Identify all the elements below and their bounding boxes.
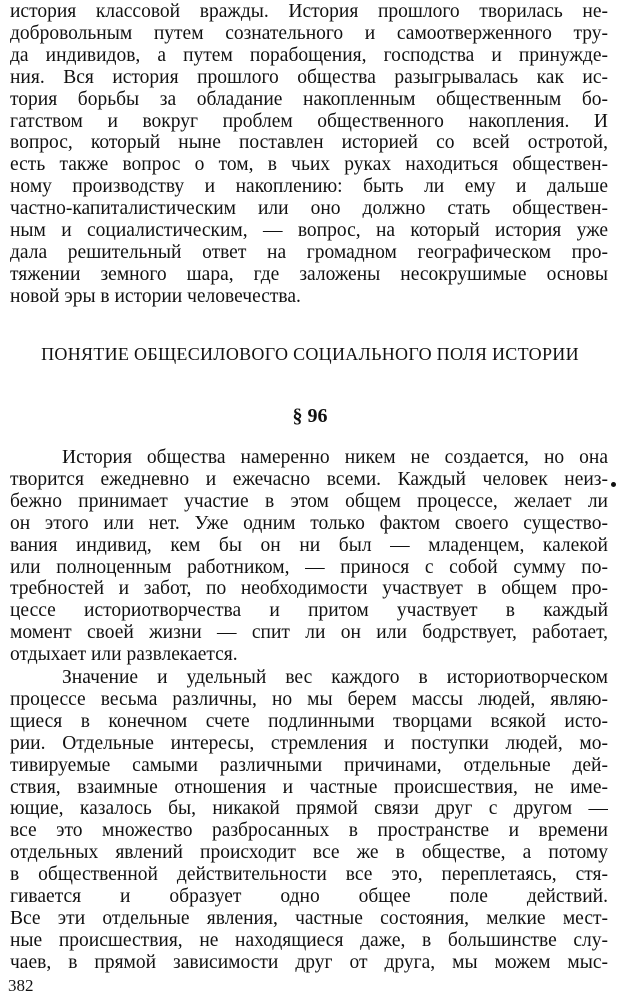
- text-line: в общественной действительности все это, переплетаясь, стя-: [10, 864, 608, 886]
- text-line: Значение и удельный вес каждого в историотворческом: [62, 667, 608, 688]
- text-line: ющие, казалось бы, никакой прямой связи друг с другом —: [10, 798, 608, 820]
- text-line: есть также вопрос о том, в чьих руках находиться обществен-: [10, 154, 608, 176]
- text-line: ния. Вся история прошлого общества разыгрывалась как ис-: [10, 66, 608, 88]
- text-line: бежно принимает участие в этом общем процессе, желает ли: [10, 490, 608, 512]
- text-line: ным и социалистическим, — вопрос, на который история уже: [10, 220, 608, 241]
- text-line: ные происшествия, не находящиеся даже, в большинстве слу-: [10, 929, 608, 951]
- text-line: ному производству и накоплению: быть ли ему и дальше: [10, 176, 608, 198]
- text-line: чаев, в прямой зависимости друг от друга, мы можем мыс-: [10, 951, 608, 973]
- text-line: гатством и вокруг проблем общественного накопления. И: [10, 110, 608, 132]
- text-line: да индивидов, а путем порабощения, господства и принужде-: [10, 44, 608, 66]
- text-line: История общества намеренно никем не создается, но она: [62, 447, 608, 468]
- text-line: Все эти отдельные явления, частные состояния, мелкие мест-: [10, 907, 608, 929]
- text-line: отдельных явлений происходит все же в обществе, а потому: [10, 842, 608, 864]
- text-line: требностей и забот, по необходимости участвует в общем про-: [10, 578, 608, 600]
- text-line: вопрос, который ныне поставлен историей со всей остротой,: [10, 132, 608, 154]
- text-line: тория борьбы за обладание накопленным общественным бо-: [10, 88, 608, 110]
- text-line: ствия, взаимные отношения и частные происшествия, не име-: [10, 776, 608, 798]
- margin-dot: [611, 482, 616, 487]
- text-line: процессе весьма различны, но мы берем массы людей, являю-: [10, 688, 608, 710]
- page-number: 382: [8, 976, 34, 995]
- text-line: творится ежедневно и ежечасно всеми. Каждый человек неиз-: [10, 468, 608, 490]
- text-line: история классовой вражды. История прошлого творилась не-: [10, 1, 608, 22]
- text-line: новой эры в истории человечества.: [10, 285, 301, 307]
- section-number: § 96: [292, 405, 328, 427]
- chapter-heading: ПОНЯТИЕ ОБЩЕСИЛОВОГО СОЦИАЛЬНОГО ПОЛЯ ИСТОРИИ: [41, 344, 579, 364]
- text-line: добровольным путем сознательного и самоотверженного тру-: [10, 22, 608, 44]
- text-line: все это множество разбросанных в пространстве и времени: [10, 820, 608, 842]
- text-line: дала решительный ответ на громадном географическом про-: [10, 241, 608, 263]
- text-line: отдыхает или развлекается.: [10, 644, 238, 666]
- text-line: вания индивид, кем бы он ни был — младенцем, калекой: [10, 534, 608, 556]
- text-line: или полноценным работником, — принося с собой сумму по-: [10, 556, 608, 578]
- text-line: он этого или нет. Уже одним только фактом своего существо-: [10, 512, 608, 534]
- text-line: цессе историотворчества и притом участвует в каждый: [10, 600, 608, 622]
- text-line: тивируемые самыми различными причинами, отдельные дей-: [10, 754, 608, 776]
- text-line: частно-капиталистическим или оно должно стать обществен-: [10, 198, 608, 220]
- text-line: щиеся в конечном счете подлинными творцами всякой исто-: [10, 710, 608, 732]
- text-line: рии. Отдельные интересы, стремления и поступки людей, мо-: [10, 732, 608, 754]
- text-line: момент своей жизни — спит ли он или бодрствует, работает,: [10, 622, 608, 644]
- text-line: тяжении земного шара, где заложены несокрушимые основы: [10, 263, 608, 285]
- text-line: гивается и образует одно общее поле действий.: [10, 886, 608, 907]
